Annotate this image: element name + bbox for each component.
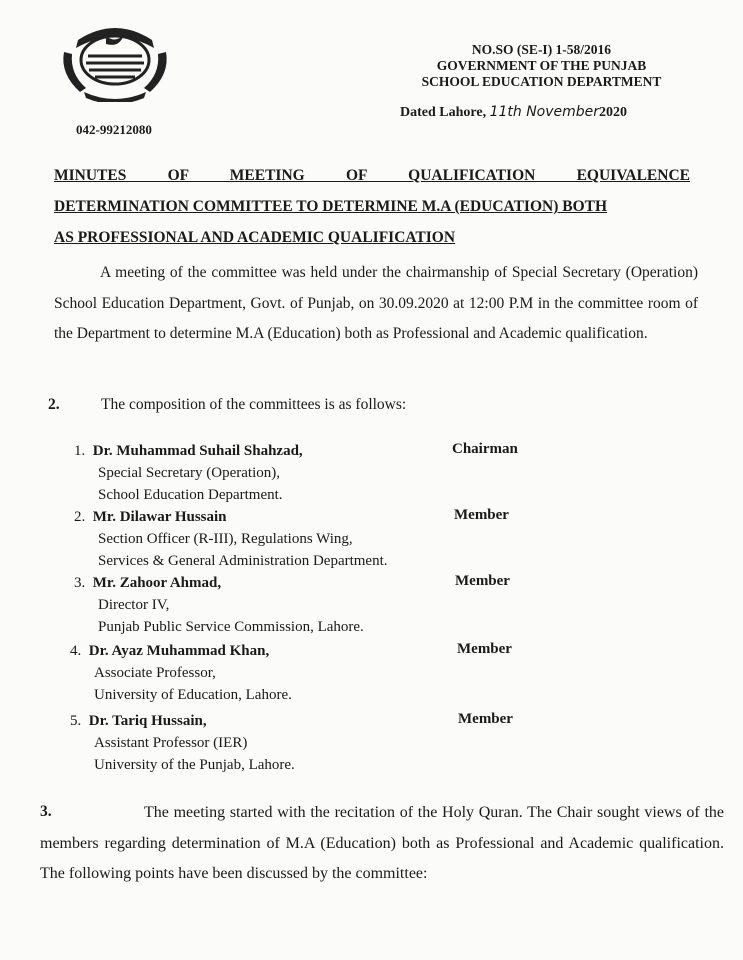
- paragraph-3-number: 3.: [40, 803, 52, 820]
- letterhead: [340, 42, 743, 90]
- member-name: Dr. Muhammad Suhail Shahzad,: [92, 443, 303, 459]
- member-1-role: Chairman: [452, 441, 518, 457]
- member-department: University of the Punjab, Lahore.: [94, 757, 295, 773]
- paragraph-1: A meeting of the committee was held under the chairmanship of Special Secretary (Operation) School Education Department, Govt. of Punjab, on 30.09.2020 at 12:00 P.M in the committee room of the Department to determine M.A (Education) both as Professional and Academic qualification.: [54, 264, 698, 342]
- member-name: Dr. Ayaz Muhammad Khan,: [88, 643, 270, 659]
- dated-label: Dated Lahore,: [400, 105, 487, 120]
- member-1: [74, 440, 303, 506]
- department-name: SCHOOL EDUCATION DEPARTMENT: [421, 74, 662, 89]
- title-line-3: AS PROFESSIONAL AND ACADEMIC QUALIFICATION: [54, 229, 456, 246]
- member-department: University of Education, Lahore.: [94, 687, 292, 703]
- member-name: Mr. Zahoor Ahmad,: [92, 575, 222, 591]
- member-designation: Special Secretary (Operation),: [98, 465, 280, 481]
- member-4-role: Member: [457, 641, 512, 657]
- phone-number: 042-99212080: [76, 122, 152, 137]
- member-name: Dr. Tariq Hussain,: [88, 713, 207, 729]
- member-5: [70, 710, 295, 776]
- member-2-role: Member: [454, 507, 509, 523]
- member-designation: Director IV,: [98, 597, 170, 613]
- member-2: [74, 506, 388, 572]
- date-line: [400, 104, 627, 121]
- member-3-role: Member: [455, 573, 510, 589]
- government-name: GOVERNMENT OF THE PUNJAB: [436, 58, 647, 73]
- title-line-1: MINUTES OF MEETING OF QUALIFICATION EQUIVALENCE: [54, 167, 690, 184]
- member-department: School Education Department.: [98, 487, 283, 503]
- paragraph-2-number: 2.: [48, 396, 60, 413]
- member-department: Punjab Public Service Commission, Lahore.: [98, 619, 364, 635]
- member-number: 5.: [70, 713, 82, 729]
- member-number: 4.: [70, 643, 82, 659]
- paragraph-3-text: The meeting started with the recitation of the Holy Quran. The Chair sought views of the members regarding determination of M.A (Education) both as Professional and Academic qualification. The following points have been discussed by the committee:: [40, 804, 724, 882]
- member-3: [74, 572, 364, 638]
- handwritten-date: 11th November: [489, 104, 600, 120]
- member-designation: Section Officer (R-III), Regulations Wing,: [98, 531, 353, 547]
- member-4: [70, 640, 292, 706]
- member-designation: Associate Professor,: [94, 665, 216, 681]
- reference-number: NO.SO (SE-I) 1-58/2016: [471, 42, 612, 57]
- punjab-government-logo: [58, 22, 172, 102]
- member-department: Services & General Administration Department.: [98, 553, 388, 569]
- paragraph-2-text: The composition of the committees is as follows:: [101, 396, 407, 413]
- member-5-role: Member: [458, 711, 513, 727]
- title-line-2: DETERMINATION COMMITTEE TO DETERMINE M.A (EDUCATION) BOTH: [54, 198, 608, 215]
- member-number: 2.: [74, 509, 86, 525]
- member-name: Mr. Dilawar Hussain: [92, 509, 227, 525]
- member-designation: Assistant Professor (IER): [94, 735, 248, 751]
- member-number: 1.: [74, 443, 86, 459]
- date-year: 2020: [599, 105, 628, 120]
- member-number: 3.: [74, 575, 86, 591]
